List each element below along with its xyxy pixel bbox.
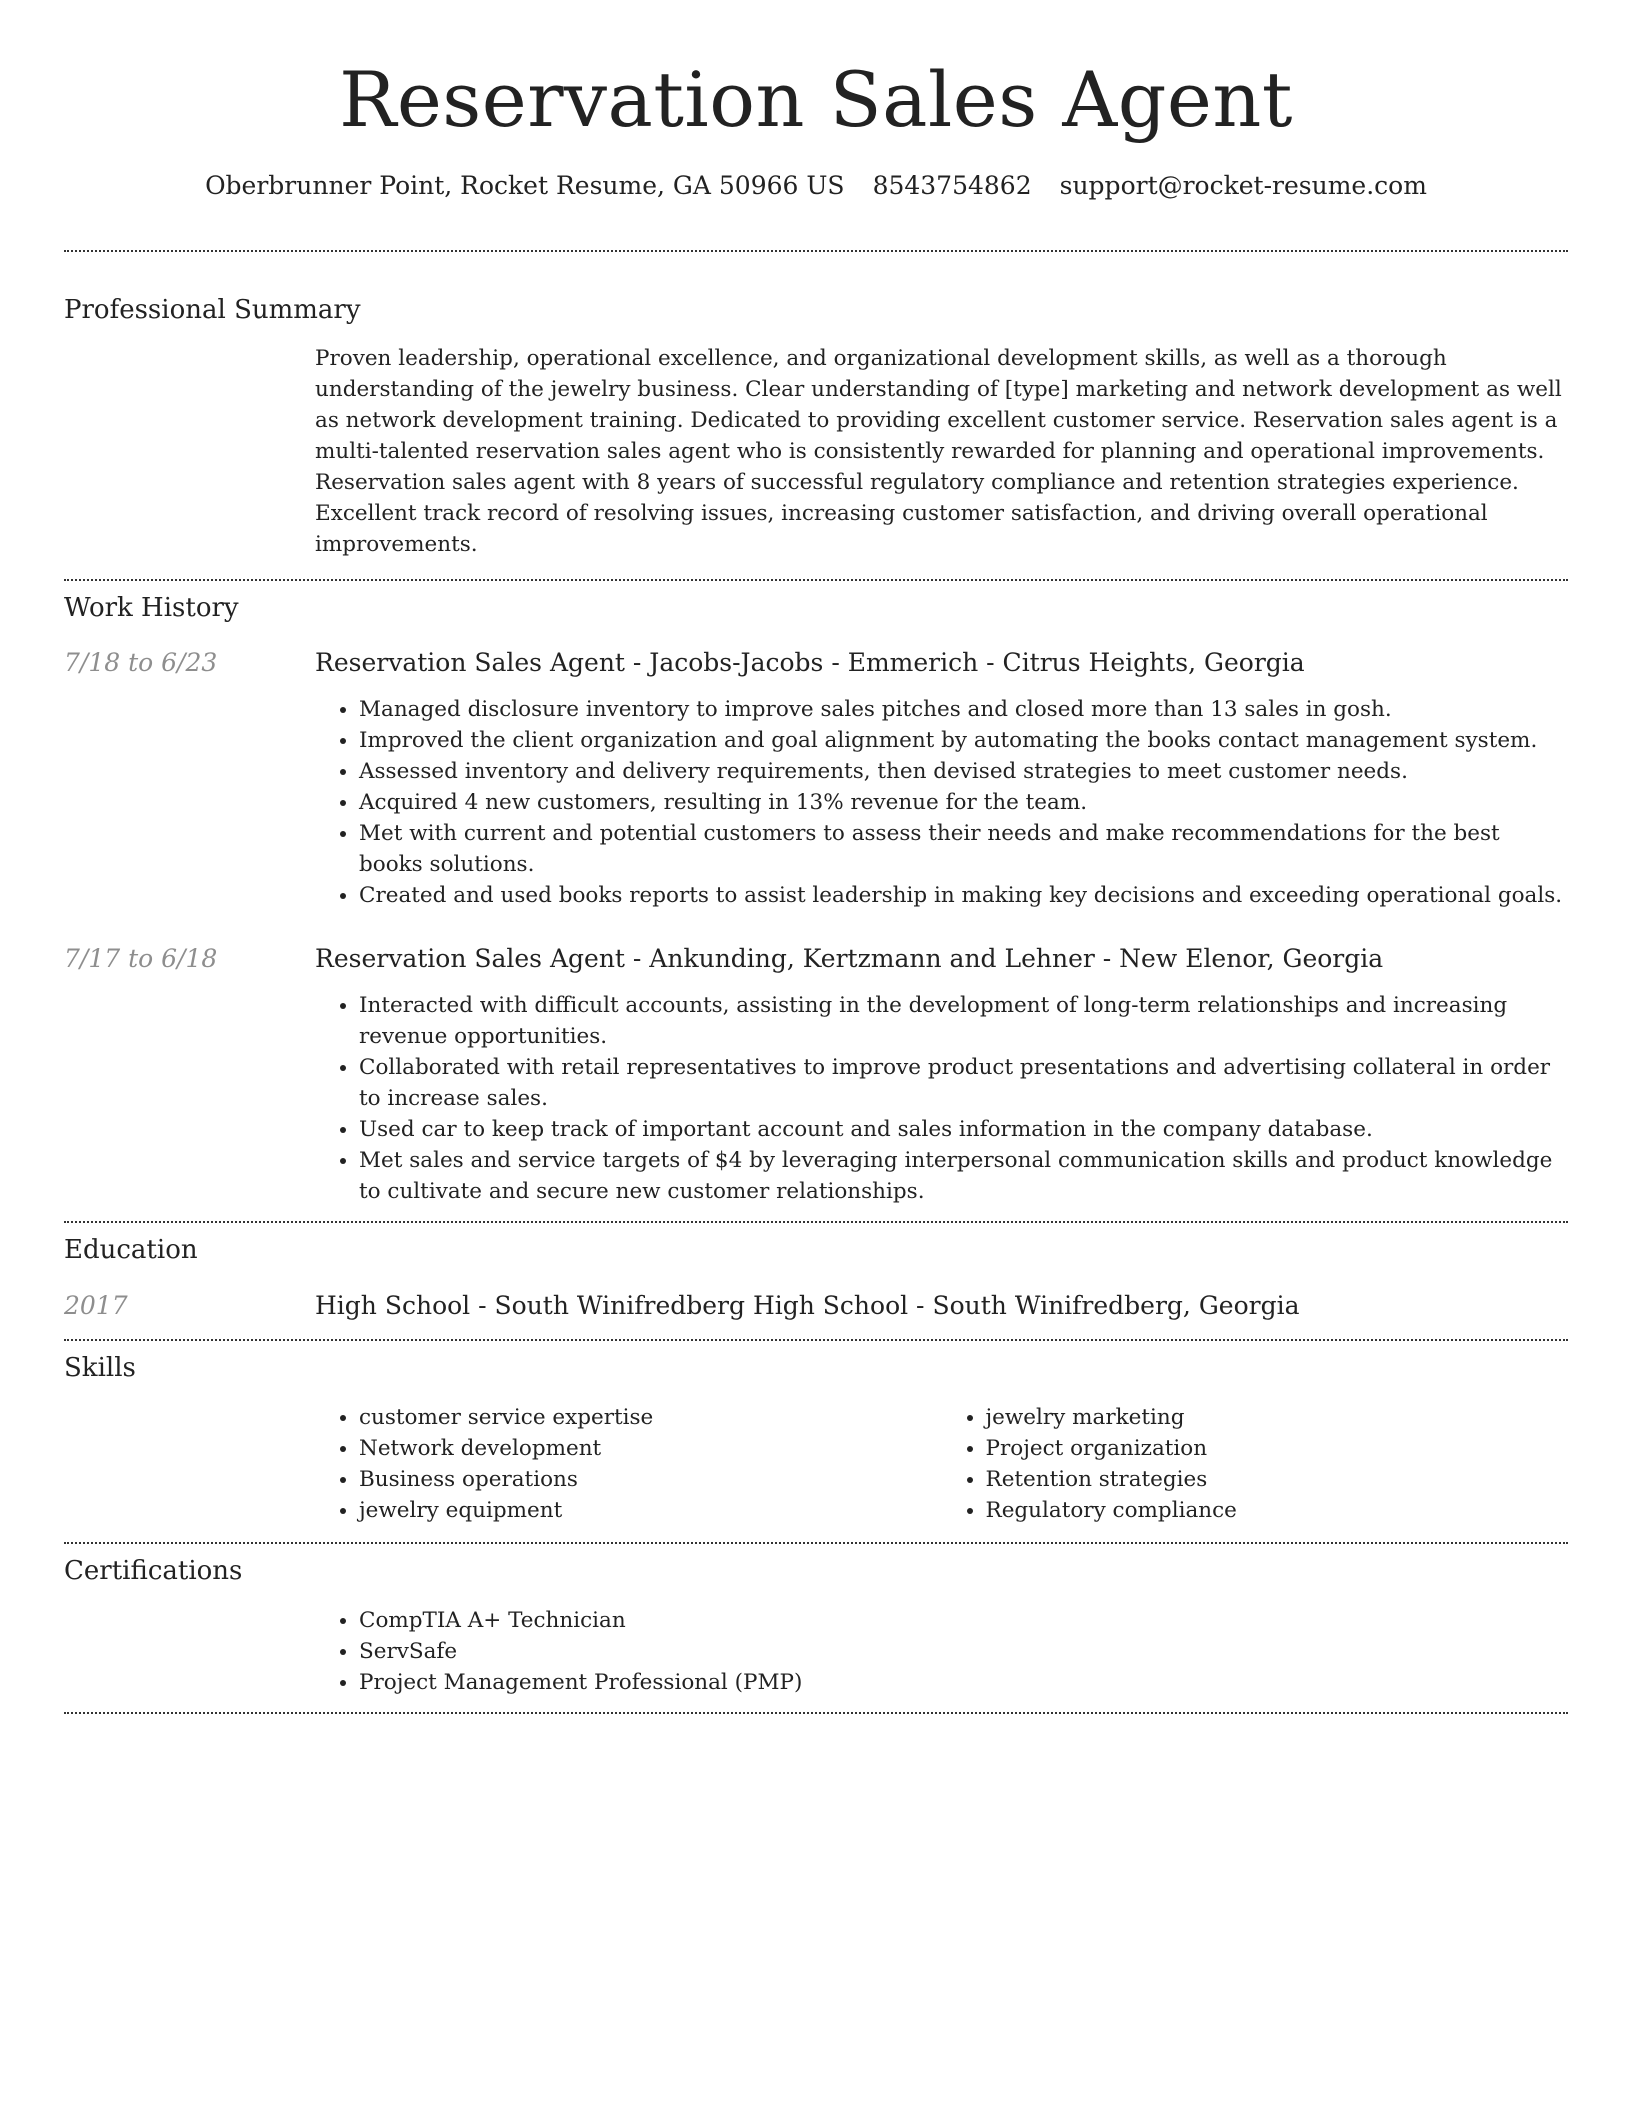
contact-email: support@rocket-resume.com [1059,171,1427,200]
skill-item: • Project organization [986,1433,1569,1464]
skills-section [64,1341,1568,1542]
education-heading: High School - South Winifredberg High School - South Winifredberg, Georgia [315,1291,1300,1320]
contact-phone: 8543754862 [872,171,1032,200]
job-heading: Reservation Sales Agent - Ankunding, Kertzmann and Lehner - New Elenor, Georgia [315,944,1384,973]
job-dates: 7/18 to 6/23 [64,648,218,677]
skill-item: • jewelry marketing [986,1402,1569,1433]
certifications-list [315,1605,1568,1698]
summary-section [64,252,1568,579]
summary-spacer [64,343,315,560]
job-bullet: • Managed disclosure inventory to improve sales pitches and closed more than 13 sales in gosh. [359,694,1568,725]
job-entry [64,645,1568,911]
certification-item: • CompTIA A+ Technician [359,1605,1568,1636]
education-entry [64,1288,1568,1324]
education-year: 2017 [64,1291,128,1320]
skills-spacer [64,1402,315,1526]
work-history-section [64,581,1568,1221]
certifications-title: Certifications [64,1556,243,1586]
skill-item: • Network development [359,1433,942,1464]
job-bullet: • Acquired 4 new customers, resulting in 13% revenue for the team. [359,787,1568,818]
job-bullet: • Interacted with difficult accounts, assisting in the development of long-term relationships and increasing revenue opportunities. [359,990,1568,1052]
job-bullet: • Met with current and potential customers to assess their needs and make recommendations for the best books solutions. [359,818,1568,880]
skills-list-right [942,1402,1569,1526]
job-bullets [315,990,1568,1207]
skill-item: • jewelry equipment [359,1495,942,1526]
work-history-title: Work History [64,593,239,623]
job-bullet: • Created and used books reports to assist leadership in making key decisions and exceeding operational goals. [359,880,1568,911]
section-divider [64,1712,1568,1714]
job-bullet: • Improved the client organization and goal alignment by automating the books contact management system. [359,725,1568,756]
resume-page [64,0,1568,1714]
skill-item: • Regulatory compliance [986,1495,1569,1526]
contact-address: Oberbrunner Point, Rocket Resume, GA 50966 US [205,171,845,200]
skills-title: Skills [64,1353,136,1383]
certification-item: • ServSafe [359,1636,1568,1667]
job-bullet: • Assessed inventory and delivery requirements, then devised strategies to meet customer needs. [359,756,1568,787]
job-bullet: • Used car to keep track of important account and sales information in the company database. [359,1114,1568,1145]
job-entry [64,941,1568,1207]
summary-title: Professional Summary [64,295,361,325]
summary-text: Proven leadership, operational excellence, and organizational development skills, as well as a thorough understanding of the jewelry business. Clear understanding of [type] marketing and network development as well as network development training. Dedicated to providing excellent customer service. Reservation sales agent is a multi-talented reservation sales agent who is consistently rewarded for planning and operational improvements. Reservation sales agent with 8 years of successful regulatory compliance and retention strategies experience. Excellent track record of resolving issues, increasing customer satisfaction, and driving overall operational improvements. [315,346,1562,557]
certifications-spacer [64,1605,315,1698]
job-dates: 7/17 to 6/18 [64,944,218,973]
job-bullet: • Met sales and service targets of $4 by leveraging interpersonal communication skills and product knowledge to cultivate and secure new customer relationships. [359,1145,1568,1207]
job-bullet: • Collaborated with retail representatives to improve product presentations and advertising collateral in order to increase sales. [359,1052,1568,1114]
education-title: Education [64,1235,198,1265]
candidate-name: Reservation Sales Agent [339,55,1293,144]
skills-list-left [315,1402,942,1526]
education-section [64,1223,1568,1339]
contact-line [64,168,1568,204]
skill-item: • Retention strategies [986,1464,1569,1495]
skill-item: • customer service expertise [359,1402,942,1433]
certifications-section [64,1544,1568,1712]
certification-item: • Project Management Professional (PMP) [359,1667,1568,1698]
job-bullets [315,694,1568,911]
skill-item: • Business operations [359,1464,942,1495]
job-heading: Reservation Sales Agent - Jacobs-Jacobs - Emmerich - Citrus Heights, Georgia [315,648,1305,677]
